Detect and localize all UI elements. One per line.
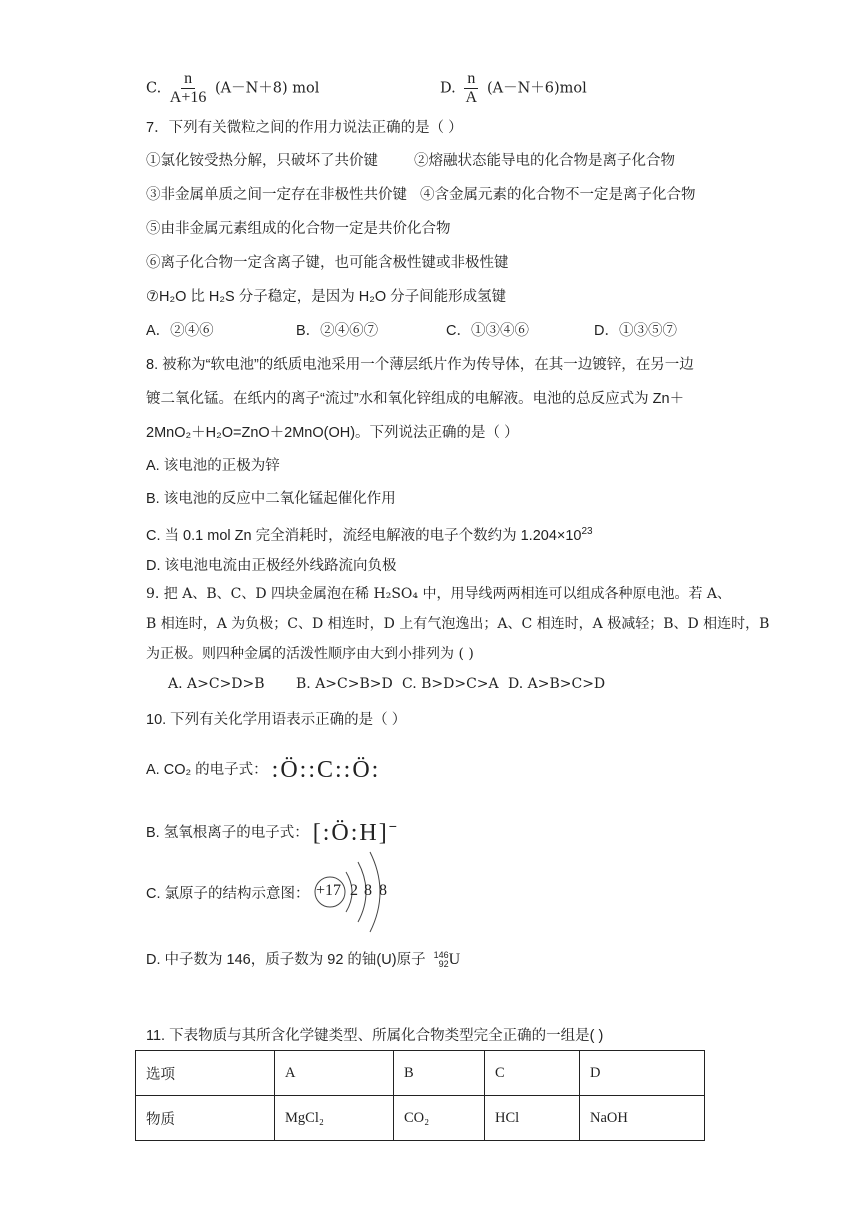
q10-option-d [146,950,460,970]
q6-option-c-label: C. [146,80,162,97]
table-cell: CO₂ [394,1096,485,1141]
q7-option-a: A．②④⑥ [146,323,214,339]
uranium-symbol: U [448,951,461,968]
hydroxide-charge: − [388,818,397,834]
q10-option-d-label: D. 中子数为 146，质子数为 92 的铀(U)原子 [146,952,426,968]
q6-c-numerator: n [181,70,195,89]
q9-option-d: D. A>B>C>D [508,676,606,692]
q10-option-b-label: B. 氢氧根离子的电子式： [146,824,309,841]
q8-option-d: D. 该电池电流由正极经外线路流向负极 [146,558,397,574]
shell-2-count: 8 [364,882,372,899]
q6-c-denominator: A+16 [169,89,207,106]
q8-option-b: B. 该电池的反应中二氧化锰起催化作用 [146,491,396,507]
shell-1-count: 2 [350,882,358,899]
table-cell: NaOH [580,1096,705,1141]
q6-option-d [440,70,587,107]
q7-stem: 7．下列有关微粒之间的作用力说法正确的是（ ） [146,120,463,136]
q7-statement-4: ④含金属元素的化合物不一定是离子化合物 [420,187,696,203]
q7-statement-6: ⑥离子化合物一定含离子键，也可能含极性键或非极性键 [146,255,509,271]
q10-option-a [146,757,381,784]
q6-option-c [146,70,319,107]
q6-option-d-tail: (A－N＋6)mol [486,80,587,97]
q7-statement-5: ⑤由非金属元素组成的化合物一定是共价化合物 [146,221,451,237]
q8-stem-line-2: 镀二氧化锰。在纸内的离子“流过”水和氧化锌组成的电解液。电池的总反应式为 Zn＋ [146,391,685,407]
q7-option-d: D．①③⑤⑦ [594,323,677,339]
table-row [136,1096,705,1141]
hydroxide-electron-formula: [:Ö:H] [312,820,389,846]
chlorine-structure-diagram [312,850,392,940]
q10-stem: 10. 下列有关化学用语表示正确的是（ ） [146,712,407,728]
table-row [136,1051,705,1096]
q6-option-c-tail: (A－N＋8) mol [214,80,320,97]
q11-table [135,1050,705,1141]
q6-d-numerator: n [464,70,478,89]
q8-stem-line-1: 8. 被称为“软电池”的纸质电池采用一个薄层纸片作为传导体，在其一边镀锌，在另一边 [146,357,694,373]
table-cell: A [275,1051,394,1096]
q7-statement-3: ③非金属单质之间一定存在非极性共价键 [146,187,407,203]
q7-statement-7: ⑦H₂O 比 H₂S 分子稳定，是因为 H₂O 分子间能形成氢键 [146,289,507,305]
q7-statement-1: ①氯化铵受热分解，只破坏了共价键 [146,153,378,169]
q9-stem-line-3: 为正极。则四种金属的活泼性顺序由大到小排列为 ( ) [146,646,474,662]
q10-option-c-label: C. 氯原子的结构示意图： [146,886,310,902]
q6-option-d-label: D. [440,80,456,97]
table-cell: HCl [485,1096,580,1141]
table-cell: C [485,1051,580,1096]
q9-stem-line-2: B 相连时，A 为负极；C、D 相连时，D 上有气泡逸出；A、C 相连时，A 极减轻；B、D 相连时，B [146,616,770,632]
co2-electron-formula: :Ö::C::Ö: [271,757,381,784]
q7-option-b: B．②④⑥⑦ [296,323,379,339]
q9-option-c: C. B>D>C>A [402,676,499,692]
q9-option-a: A. A>C>D>B [168,676,265,692]
q9-option-b: B. A>C>B>D [296,676,393,692]
table-cell: 物质 [136,1096,275,1141]
q8-option-c-text: C. 当 0.1 mol Zn 完全消耗时，流经电解液的电子个数约为 1.204×10 [146,527,582,544]
q8-stem-line-3: 2MnO₂＋H₂O=ZnO＋2MnO(OH)。下列说法正确的是（ ） [146,425,519,441]
nucleus-charge: +17 [316,882,342,899]
q8-option-c-exponent: 23 [581,526,593,537]
q7-option-c: C．①③④⑥ [446,323,529,339]
shell-3-count: 8 [379,882,387,899]
q9-stem-line-1: 9. 把 A、B、C、D 四块金属泡在稀 H₂SO₄ 中，用导线两两相连可以组成各种原电池。若 A、 [146,586,732,602]
q8-option-a: A. 该电池的正极为锌 [146,458,280,474]
uranium-proton-number: 92 [438,959,449,970]
table-cell: D [580,1051,705,1096]
q6-option-c-fraction [170,70,207,107]
q7-statement-2: ②熔融状态能导电的化合物是离子化合物 [414,153,675,169]
q11-stem: 11. 下表物质与其所含化学键类型、所属化合物类型完全正确的一组是( ) [146,1028,604,1044]
q8-option-c [146,522,593,546]
uranium-mass-number: 146 [433,950,449,961]
q6-option-d-fraction [464,70,478,107]
table-cell: B [394,1051,485,1096]
q6-d-denominator: A [465,89,478,106]
table-cell: 选项 [136,1051,275,1096]
q10-option-b [146,816,397,846]
uranium-isotope-numbers [434,951,449,969]
q10-option-a-label: A. CO₂ 的电子式： [146,762,268,778]
table-cell: MgCl₂ [275,1096,394,1141]
